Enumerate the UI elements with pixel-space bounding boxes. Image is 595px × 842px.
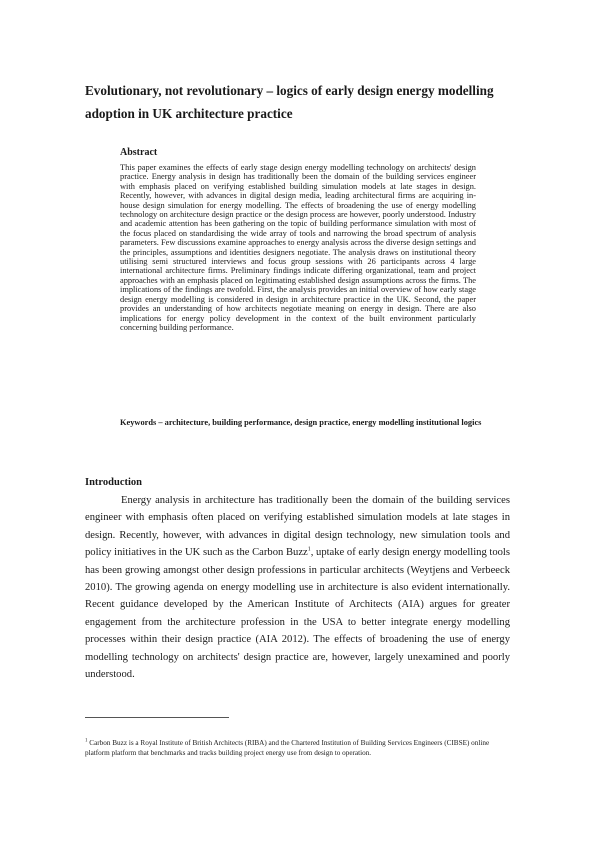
introduction-paragraph (85, 492, 510, 683)
abstract-text: This paper examines the effects of early stage design energy modelling technology on architects' design practice. Energy analysis in design has traditionally been the domain of the building services engineer with emphasis placed on verifying established building simulation models at late stages in design. Recently, however, with advances in digital design media, leading architectural firms are acquiring in-house design simulation for energy modelling. The effects of broadening the use of energy modelling technology on architecture design practice or the design process are however, poorly understood. Industry and academic attention has been gathering on the topic of building performance simulation with most of the focus placed on standardising the wide array of tools and narrowing the broad spectrum of analysis parameters. Few discussions examine approaches to energy analysis across the diverse design settings and the principles, assumptions and identities designers negotiate. The analysis draws on institutional theory utilising semi structured interviews and focus group sessions with 26 participants across 4 large international architecture firms. Preliminary findings indicate differing organizational, team and project approaches with an emphasis placed on legitimating established design assumptions across the firms. The implications of the findings are twofold. First, the analysis provides an initial overview of how early stage design energy modelling is considered in design in architecture practice in the UK. Second, the paper provides an understanding of how architects negotiate meaning on energy in design. There are also implications for energy policy development in the context of the built environment particularly concerning building performance. (120, 163, 476, 332)
footnote (85, 739, 510, 758)
intro-text-part-2: , uptake of early design energy modelling tools has been growing amongst other design professions in particular architects (Weytjens and Verbeeck 2010). The growing agenda on energy modelling use in architecture is also evident internationally. Recent guidance developed by the American Institute of Architects (AIA) argues for greater engagement from the architecture profession in the USA to better integrate energy modelling processes within their design practice (AIA 2012). The effects of broadening the use of energy modelling technology on architects' design practice are, however, largely unexamined and poorly understood. (85, 547, 510, 681)
introduction-heading: Introduction (85, 477, 142, 488)
paper-title: Evolutionary, not revolutionary – logics of early design energy modelling adoption in UK architecture practice (85, 83, 494, 121)
keywords: Keywords – architecture, building performance, design practice, energy modelling institutional logics (120, 418, 482, 427)
abstract-heading: Abstract (120, 147, 158, 158)
footnote-text: Carbon Buzz is a Royal Institute of British Architects (RIBA) and the Chartered Institution of Building Services Engineers (CIBSE) online platform platform that benchmarks and tracks building project energy use from design to operation. (85, 739, 490, 757)
footnote-reference[interactable]: 1 (307, 546, 311, 553)
intro-text-part-1: Energy analysis in architecture has traditionally been the domain of the building services engineer with emphasis often placed on verifying established simulation models at late stages in design. Recently, however, with advances in digital design technology, new simulation tools and policy initiatives in the UK such as the Carbon Buzz (85, 495, 510, 559)
footnote-separator (85, 717, 229, 718)
footnote-marker: 1 (85, 738, 88, 744)
